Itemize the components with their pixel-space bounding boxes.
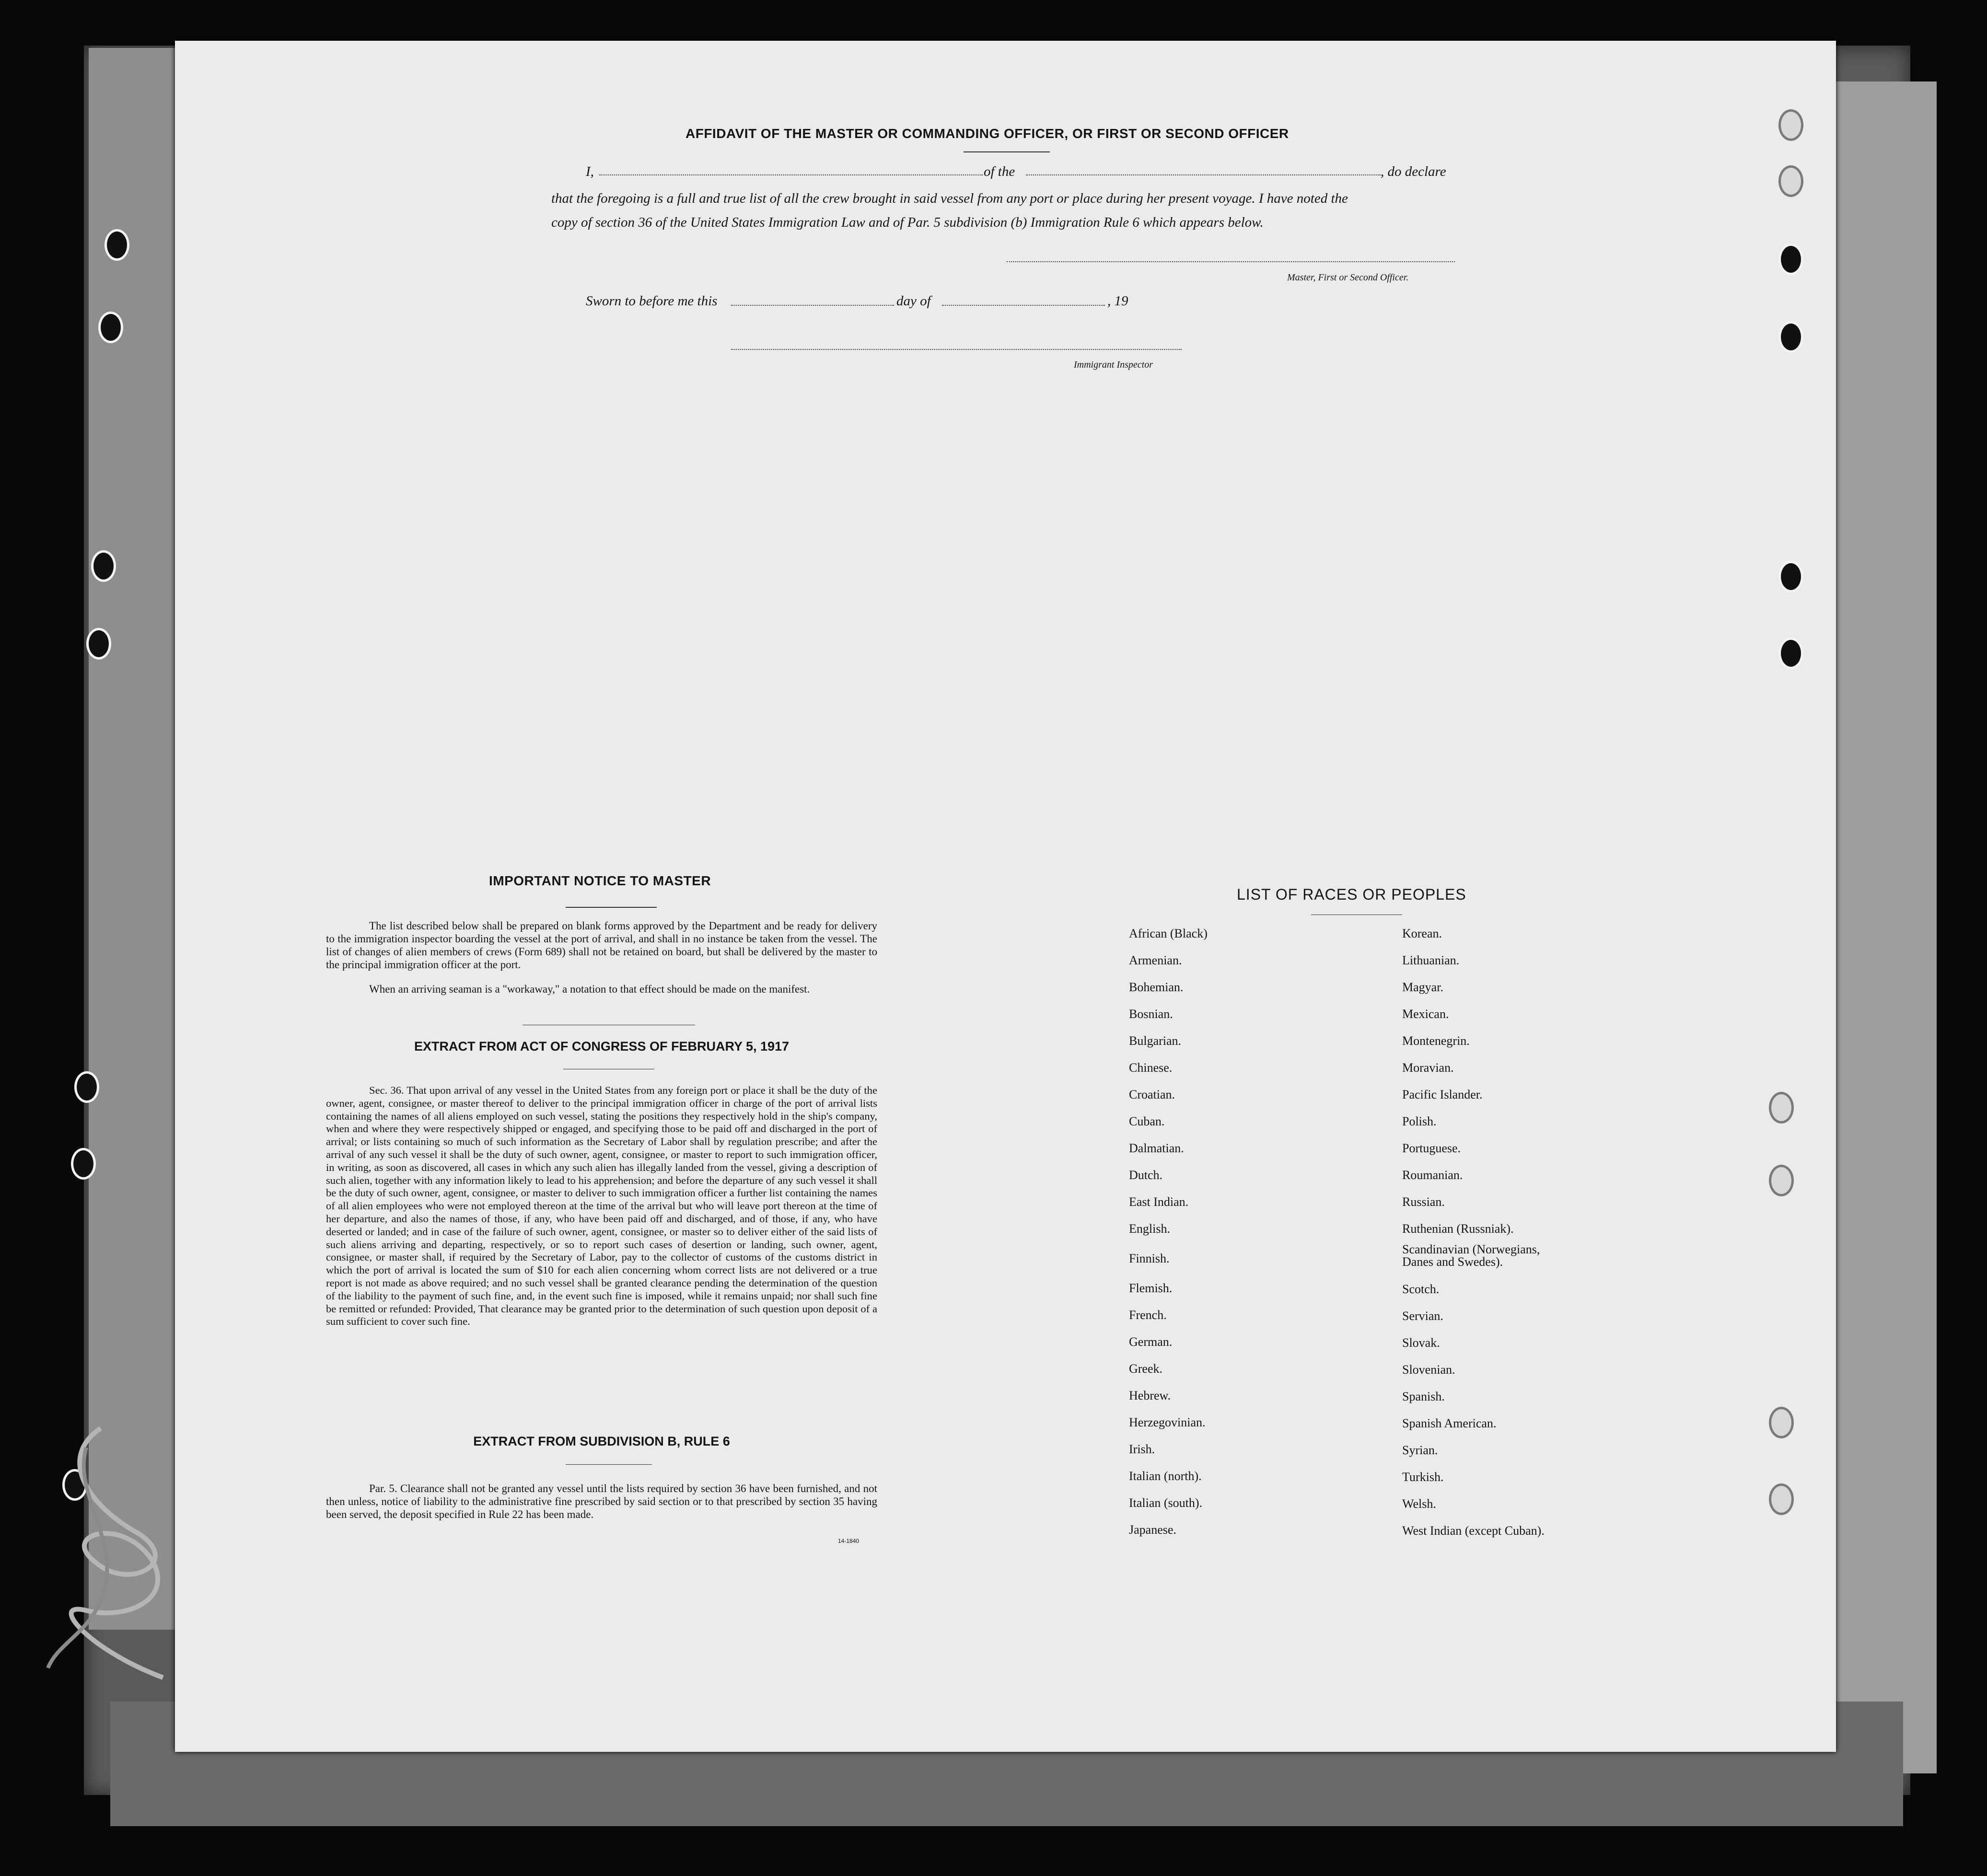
race-item: Scotch.: [1402, 1282, 1440, 1296]
race-item: Italian (north).: [1129, 1469, 1202, 1483]
rule-extract-title: EXTRACT FROM SUBDIVISION B, RULE 6: [473, 1434, 730, 1448]
race-item: Flemish.: [1129, 1281, 1173, 1295]
inspector-label: Immigrant Inspector: [1074, 359, 1153, 370]
notice-paragraph-2: When an arriving seaman is a "workaway," a notation to that effect should be made on the manifest.: [369, 983, 810, 995]
race-item: West Indian (except Cuban).: [1402, 1524, 1545, 1538]
race-item: Armenian.: [1129, 953, 1182, 967]
race-item: Hebrew.: [1129, 1389, 1171, 1402]
vessel-name-field: [1026, 174, 1381, 175]
race-item: Korean.: [1402, 926, 1442, 940]
race-item: English.: [1129, 1222, 1170, 1236]
notice-rule: [566, 907, 657, 908]
binder-hole-icon: [98, 312, 123, 343]
binding-string-icon: [29, 1419, 182, 1687]
binder-hole-icon: [74, 1071, 99, 1103]
page-hole-icon: [1778, 321, 1803, 353]
race-item: Bulgarian.: [1129, 1034, 1182, 1048]
act-extract-title: EXTRACT FROM ACT OF CONGRESS OF FEBRUARY 5, 1917: [414, 1039, 790, 1054]
page-hole-icon: [1769, 1407, 1794, 1438]
race-item: Polish.: [1402, 1114, 1437, 1128]
master-signature-line: [1007, 261, 1455, 262]
master-name-field: [599, 174, 983, 175]
race-item: Spanish American.: [1402, 1416, 1497, 1430]
page-hole-icon: [1769, 1092, 1794, 1123]
race-item: African (Black): [1129, 926, 1208, 940]
year-label: , 19: [1107, 293, 1128, 309]
race-item: Ruthenian (Russniak).: [1402, 1222, 1514, 1236]
race-item: Japanese.: [1129, 1523, 1176, 1537]
race-item: Irish.: [1129, 1442, 1155, 1456]
affidavit-i-label: I,: [586, 164, 594, 179]
races-list-right: [1402, 920, 1565, 1544]
race-item: Slovenian.: [1402, 1363, 1455, 1377]
page-hole-icon: [1778, 561, 1803, 592]
affidavit-line-3: copy of section 36 of the United States Immigration Law and of Par. 5 subdivision (b) Immigration Rule 6 which appears below.: [551, 215, 1264, 230]
race-item: Russian.: [1402, 1195, 1445, 1209]
race-item: Slovak.: [1402, 1336, 1440, 1350]
binder-hole-icon: [86, 628, 111, 660]
form-number: 14-1840: [838, 1538, 860, 1544]
binding-strip: [89, 48, 180, 1630]
affidavit-declare-label: , do declare: [1381, 164, 1446, 179]
rule-6-text: Par. 5. Clearance shall not be granted any vessel until the lists required by section 36 have been furnished, and not then unless, notice of liability to the administrative fine prescribed by said section or to that prescribed by section 35 having been served, the deposit specified in Rule 22 has been made.: [326, 1482, 877, 1520]
affidavit-of-label: of the: [984, 164, 1015, 179]
notice-paragraph-1: The list described below shall be prepared on blank forms approved by the Department and be ready for delivery to the immigration inspector boarding the vessel at the port of arrival, and shall in no instance be taken from the vessel. The list of changes of alien members of crews (Form 689) shall not be retained on board, but shall be delivered by the master to the principal immigration officer at the port.: [326, 920, 877, 971]
race-item: Chinese.: [1129, 1061, 1173, 1075]
sworn-month-field: [942, 305, 1105, 306]
binder-hole-icon: [105, 229, 129, 261]
page-hole-icon: [1769, 1165, 1794, 1196]
act-section-36-text: Sec. 36. That upon arrival of any vessel in the United States from any foreign port or place it shall be the duty of the owner, agent, consignee, or master thereof to deliver to the principal immigration officer in charge of the port of arrival lists containing the names of all aliens employed on such vessel, stating the positions they respectively hold in the ship's company, when and where they were respectively shipped or engaged, and specifying those to be paid off and discharged in the port of arrival; or lists containing so much of such information as the Secretary of Labor shall by regulation prescribe; and after the arrival of any such vessel it shall be the duty of such owner, agent, consignee, or master to report to such immigration officer, in writing, as soon as discovered, all cases in which any such alien has illegally landed from the vessel, giving a description of such alien, together with any information likely to lead to his apprehension; and before the departure of any such vessel it shall be the duty of such owner, agent, consignee, or master to deliver to such immigration officer a further list containing the names of all alien employees who were not employed thereon at the time of the arrival but who will leave port thereon at the time of her departure, and also the names of those, if any, who have been paid off and discharged, and of those, if any, who have deserted or landed; and in case of the failure of such owner, agent, consignee, or master so to deliver either of the said lists of such aliens arriving and departing, respectively, or so to report such cases of desertion or landing, such owner, agent, consignee, or master shall, if required by the Secretary of Labor, pay to the collector of customs of the customs district in which the port of arrival is located the sum of $10 for each alien concerning whom correct lists are not delivered or a true report is not made as above required; and no such vessel shall be granted clearance pending the determination of the question of the liability to the payment of such fine, and, in the event such fine is imposed, while it remains unpaid; nor shall such fine be remitted or refunded: Provided, That clearance may be granted prior to the determination of such question upon deposit of a sum sufficient to cover such fine.: [326, 1084, 877, 1328]
page-hole-icon: [1778, 637, 1803, 669]
title-rule: [964, 151, 1050, 152]
page-hole-icon: [1778, 109, 1803, 141]
race-item: Mexican.: [1402, 1007, 1449, 1021]
binder-hole-icon: [71, 1148, 96, 1180]
race-item: Greek.: [1129, 1362, 1163, 1376]
binder-hole-icon: [91, 550, 116, 582]
race-item: Welsh.: [1402, 1497, 1436, 1511]
sworn-label: Sworn to before me this: [586, 293, 718, 309]
race-item: Magyar.: [1402, 980, 1443, 994]
race-item: Syrian.: [1402, 1443, 1438, 1457]
race-item: Croatian.: [1129, 1088, 1175, 1101]
race-item: Italian (south).: [1129, 1496, 1203, 1510]
race-item: Scandinavian (Norwegians, Danes and Swedes).: [1402, 1242, 1540, 1269]
race-item: Finnish.: [1129, 1251, 1170, 1265]
page-hole-icon: [1778, 243, 1803, 275]
race-item: Dutch.: [1129, 1168, 1163, 1182]
race-item: East Indian.: [1129, 1195, 1189, 1209]
race-item: Turkish.: [1402, 1470, 1444, 1484]
rule-rule: [566, 1464, 652, 1465]
race-item: Bosnian.: [1129, 1007, 1173, 1021]
affidavit-title: AFFIDAVIT OF THE MASTER OR COMMANDING OFFICER, OR FIRST OR SECOND OFFICER: [686, 126, 1289, 141]
race-item: Dalmatian.: [1129, 1141, 1184, 1155]
day-of-label: day of: [896, 293, 931, 309]
races-title: LIST OF RACES OR PEOPLES: [1237, 886, 1466, 903]
race-item: German.: [1129, 1335, 1173, 1349]
race-item: Portuguese.: [1402, 1141, 1461, 1155]
race-item: Roumanian.: [1402, 1168, 1463, 1182]
page-hole-icon: [1778, 165, 1803, 197]
race-item: Spanish.: [1402, 1390, 1445, 1403]
race-item: Herzegovinian.: [1129, 1415, 1206, 1429]
race-item: Lithuanian.: [1402, 953, 1460, 967]
sworn-day-field: [731, 305, 894, 306]
notice-title: IMPORTANT NOTICE TO MASTER: [489, 873, 711, 888]
inspector-signature-line: [731, 349, 1182, 350]
race-item: Servian.: [1402, 1309, 1443, 1323]
race-item: Montenegrin.: [1402, 1034, 1470, 1048]
race-item: Pacific Islander.: [1402, 1088, 1483, 1101]
master-signature-label: Master, First or Second Officer.: [1287, 272, 1409, 283]
races-list-left: [1129, 920, 1208, 1543]
race-item: French.: [1129, 1308, 1167, 1322]
race-item: Bohemian.: [1129, 980, 1184, 994]
affidavit-line-2: that the foregoing is a full and true list of all the crew brought in said vessel from any port or place during her present voyage. I have noted the: [551, 191, 1348, 206]
race-item: Cuban.: [1129, 1114, 1165, 1128]
page-hole-icon: [1769, 1483, 1794, 1515]
race-item: Moravian.: [1402, 1061, 1454, 1075]
